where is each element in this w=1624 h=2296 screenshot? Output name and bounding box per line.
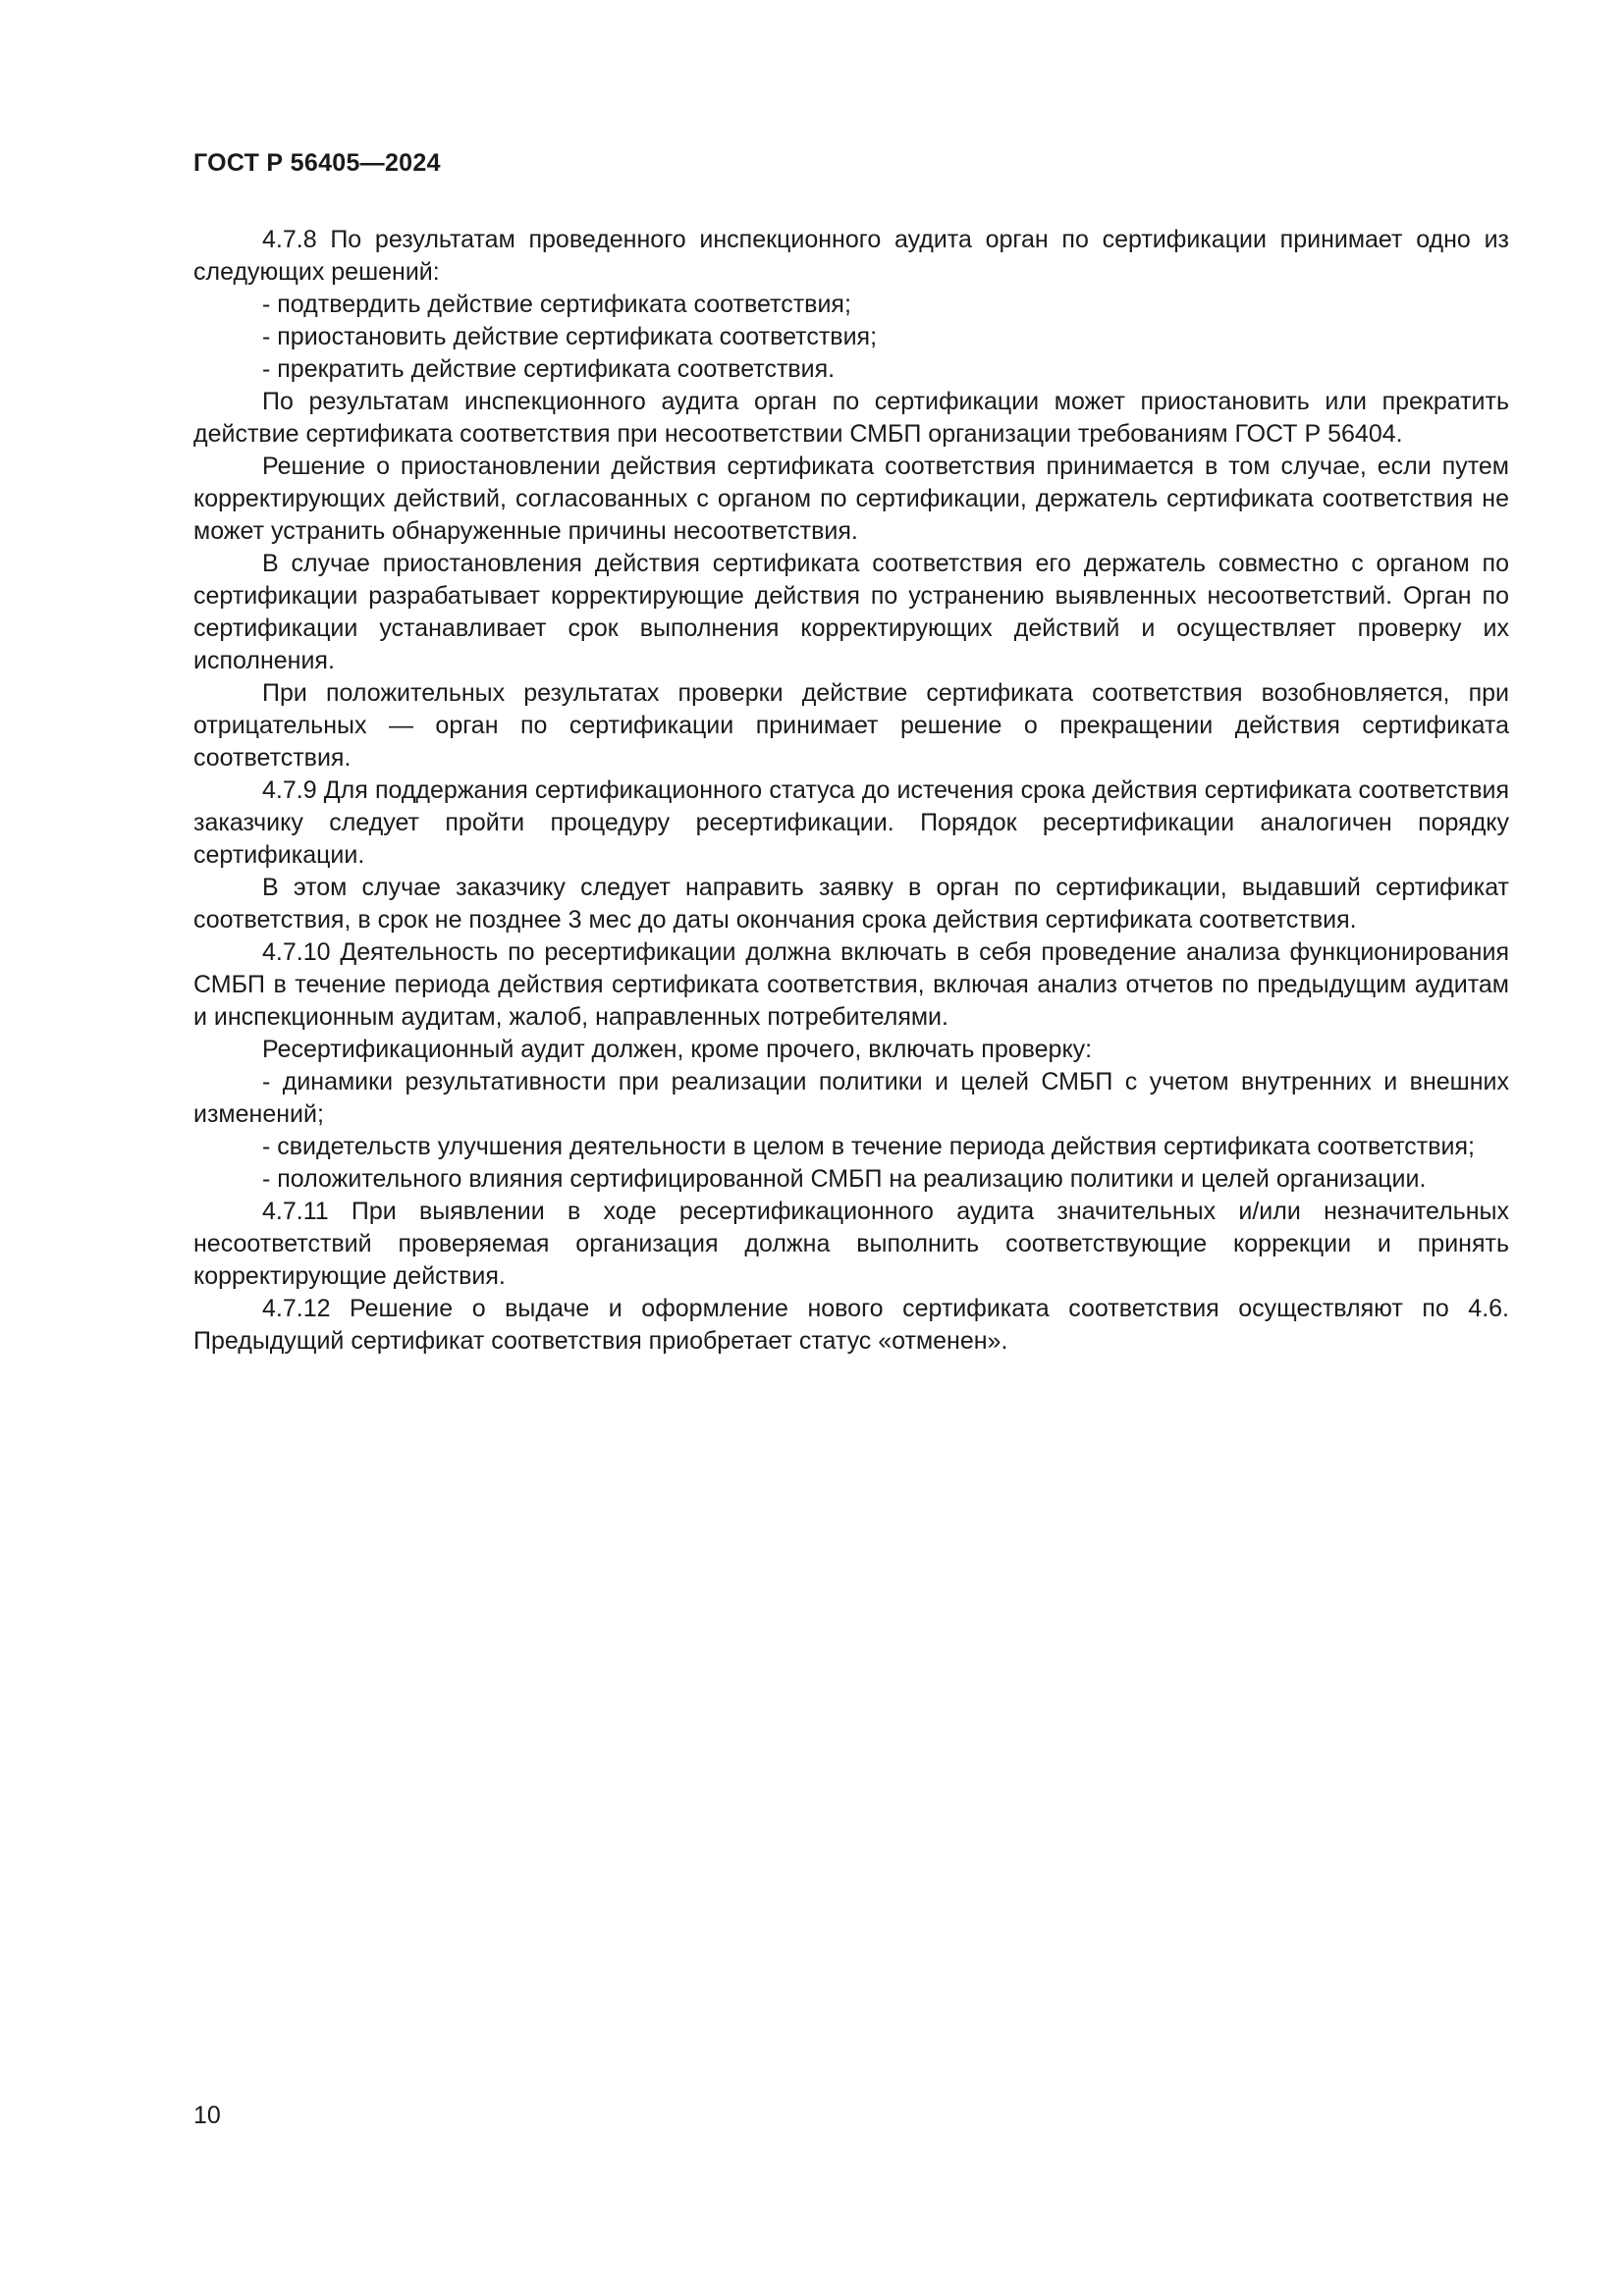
document-body xyxy=(193,224,1509,1358)
paragraph: Решение о приостановлении действия сертификата соответствия принимается в том случае, если путем корректирующих действий, согласованных с органом по сертификации, держатель сертификата соответствия не может устранить обнаруженные причины несоответствия. xyxy=(193,453,1509,545)
paragraph-4-7-9: 4.7.9 Для поддержания сертификационного статуса до истечения срока действия сертификата соответствия заказчику следует пройти процедуру ресертификации. Порядок ресертификации аналогичен порядку сертификации. xyxy=(193,776,1509,869)
list-item: - свидетельств улучшения деятельности в целом в течение периода действия сертификата соответствия; xyxy=(262,1133,1475,1160)
document-header: ГОСТ Р 56405—2024 xyxy=(193,149,441,177)
paragraph: По результатам инспекционного аудита орган по сертификации может приостановить или прекратить действие сертификата соответствия при несоответствии СМБП организации требованиям ГОСТ Р 56404. xyxy=(193,388,1509,448)
paragraph-4-7-8: 4.7.8 По результатам проведенного инспекционного аудита орган по сертификации принимает одно из следующих решений: xyxy=(193,226,1509,286)
paragraph: При положительных результатах проверки действие сертификата соответствия возобновляется, при отрицательных — орган по сертификации принимает решение о прекращении действия сертификата соответствия. xyxy=(193,679,1509,772)
paragraph: В случае приостановления действия сертификата соответствия его держатель совместно с органом по сертификации разрабатывает корректирующие действия по устранению выявленных несоответствий. Орган по сертификации устанавливает срок выполнения корректирующих действий и осуществляет проверку их исполнения. xyxy=(193,550,1509,674)
paragraph-4-7-12: 4.7.12 Решение о выдаче и оформление нового сертификата соответствия осуществляют по 4.6. Предыдущий сертификат соответствия приобретает статус «отменен». xyxy=(193,1295,1509,1355)
paragraph-4-7-10: 4.7.10 Деятельность по ресертификации должна включать в себя проведение анализа функционирования СМБП в течение периода действия сертификата соответствия, включая анализ отчетов по предыдущим аудитам и инспекционным аудитам, жалоб, направленных потребителями. xyxy=(193,938,1509,1031)
list-item: - приостановить действие сертификата соответствия; xyxy=(262,323,878,350)
list-item: - динамики результативности при реализации политики и целей СМБП с учетом внутренних и внешних изменений; xyxy=(193,1068,1509,1128)
paragraph: В этом случае заказчику следует направить заявку в орган по сертификации, выдавший сертификат соответствия, в срок не позднее 3 мес до даты окончания срока действия сертификата соответствия. xyxy=(193,874,1509,934)
paragraph: Ресертификационный аудит должен, кроме прочего, включать проверку: xyxy=(262,1036,1093,1063)
list-item: - положительного влияния сертифицированной СМБП на реализацию политики и целей организации. xyxy=(262,1165,1427,1193)
list-item: - подтвердить действие сертификата соответствия; xyxy=(262,291,851,318)
paragraph-4-7-11: 4.7.11 При выявлении в ходе ресертификационного аудита значительных и/или незначительных несоответствий проверяемая организация должна выполнить соответствующие коррекции и принять корректирующие действия. xyxy=(193,1198,1509,1290)
list-item: - прекратить действие сертификата соответствия. xyxy=(262,355,836,383)
page-number: 10 xyxy=(193,2102,221,2129)
